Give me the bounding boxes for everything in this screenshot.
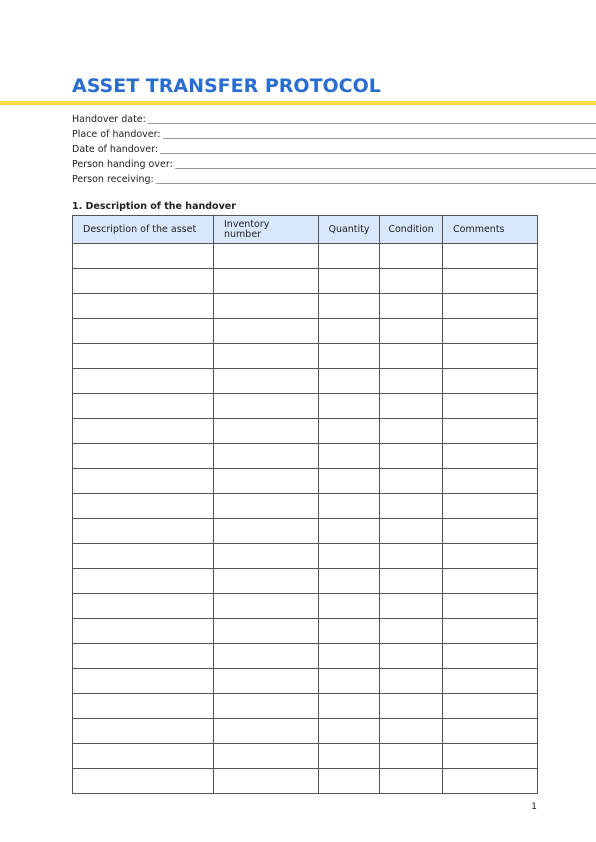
document-title: ASSET TRANSFER PROTOCOL <box>72 75 381 97</box>
table-cell[interactable] <box>214 619 319 644</box>
table-cell[interactable] <box>319 319 380 344</box>
table-row <box>73 519 538 544</box>
table-cell[interactable] <box>319 419 380 444</box>
field-date-of-handover <box>72 141 596 156</box>
table-cell[interactable] <box>380 469 443 494</box>
table-row <box>73 644 538 669</box>
table-row <box>73 394 538 419</box>
table-cell[interactable] <box>443 694 538 719</box>
table-row <box>73 744 538 769</box>
table-cell[interactable] <box>214 419 319 444</box>
table-cell[interactable] <box>443 494 538 519</box>
table-cell[interactable] <box>73 419 214 444</box>
table-cell[interactable] <box>443 269 538 294</box>
table-cell[interactable] <box>443 344 538 369</box>
field-person-handing-over <box>72 156 596 171</box>
table-cell[interactable] <box>73 269 214 294</box>
handover-table <box>72 215 538 794</box>
table-row <box>73 319 538 344</box>
table-cell[interactable] <box>73 744 214 769</box>
table-cell[interactable] <box>380 294 443 319</box>
field-person-receiving <box>72 171 596 186</box>
table-cell[interactable] <box>214 644 319 669</box>
table-cell[interactable] <box>73 544 214 569</box>
table-header-row <box>73 216 538 244</box>
table-cell[interactable] <box>73 519 214 544</box>
table-row <box>73 419 538 444</box>
table-cell[interactable] <box>319 444 380 469</box>
table-cell[interactable] <box>380 519 443 544</box>
table-cell[interactable] <box>214 494 319 519</box>
table-cell[interactable] <box>443 719 538 744</box>
table-cell[interactable] <box>214 669 319 694</box>
table-cell[interactable] <box>73 769 214 794</box>
table-cell[interactable] <box>214 319 319 344</box>
table-cell[interactable] <box>73 444 214 469</box>
table-cell[interactable] <box>214 244 319 269</box>
table-cell[interactable] <box>380 619 443 644</box>
column-header-quantity: Quantity <box>319 216 380 244</box>
table-cell[interactable] <box>380 494 443 519</box>
table-row <box>73 694 538 719</box>
table-row <box>73 619 538 644</box>
table-cell[interactable] <box>73 319 214 344</box>
table-cell[interactable] <box>214 394 319 419</box>
field-label: Person receiving: <box>72 174 154 185</box>
table-cell[interactable] <box>73 569 214 594</box>
table-cell[interactable] <box>73 294 214 319</box>
table-cell[interactable] <box>380 319 443 344</box>
table-cell[interactable] <box>380 694 443 719</box>
table-cell[interactable] <box>443 244 538 269</box>
table-cell[interactable] <box>380 719 443 744</box>
column-header-comments: Comments <box>443 216 538 244</box>
table-cell[interactable] <box>214 569 319 594</box>
column-header-condition: Condition <box>380 216 443 244</box>
table-cell[interactable] <box>73 619 214 644</box>
table-cell[interactable] <box>380 419 443 444</box>
table-cell[interactable] <box>73 244 214 269</box>
title-underline <box>0 101 596 105</box>
table-cell[interactable] <box>319 569 380 594</box>
table-row <box>73 769 538 794</box>
table-row <box>73 719 538 744</box>
table-row <box>73 294 538 319</box>
table-cell[interactable] <box>214 719 319 744</box>
table-cell[interactable] <box>380 569 443 594</box>
table-row <box>73 544 538 569</box>
table-row <box>73 369 538 394</box>
table-row <box>73 494 538 519</box>
table-cell[interactable] <box>380 544 443 569</box>
table-cell[interactable] <box>73 494 214 519</box>
table-cell[interactable] <box>319 669 380 694</box>
table-cell[interactable] <box>319 594 380 619</box>
table-cell[interactable] <box>380 244 443 269</box>
table-cell[interactable] <box>73 694 214 719</box>
table-cell[interactable] <box>380 269 443 294</box>
table-row <box>73 469 538 494</box>
field-handover-date <box>72 111 596 126</box>
table-cell[interactable] <box>443 419 538 444</box>
table-cell[interactable] <box>214 519 319 544</box>
table-cell[interactable] <box>443 394 538 419</box>
table-cell[interactable] <box>380 669 443 694</box>
table-cell[interactable] <box>73 369 214 394</box>
table-cell[interactable] <box>380 744 443 769</box>
column-header-inventory-number: Inventory number <box>214 216 319 244</box>
table-cell[interactable] <box>319 644 380 669</box>
table-row <box>73 244 538 269</box>
table-cell[interactable] <box>319 294 380 319</box>
table-cell[interactable] <box>380 769 443 794</box>
table-cell[interactable] <box>443 594 538 619</box>
page-number: 1 <box>531 802 537 812</box>
table-cell[interactable] <box>73 719 214 744</box>
table-cell[interactable] <box>319 744 380 769</box>
table-cell[interactable] <box>319 769 380 794</box>
table-cell[interactable] <box>319 519 380 544</box>
table-cell[interactable] <box>380 444 443 469</box>
table-cell[interactable] <box>214 694 319 719</box>
table-cell[interactable] <box>443 669 538 694</box>
person-handing-over-line[interactable] <box>175 167 596 169</box>
table-cell[interactable] <box>319 494 380 519</box>
table-cell[interactable] <box>443 569 538 594</box>
table-cell[interactable] <box>319 694 380 719</box>
table-cell[interactable] <box>319 244 380 269</box>
table-cell[interactable] <box>319 394 380 419</box>
table-row <box>73 344 538 369</box>
table-cell[interactable] <box>443 544 538 569</box>
table-cell[interactable] <box>380 369 443 394</box>
table-cell[interactable] <box>319 469 380 494</box>
person-receiving-line[interactable] <box>156 182 596 184</box>
field-label: Person handing over: <box>72 159 173 170</box>
table-cell[interactable] <box>443 519 538 544</box>
table-row <box>73 669 538 694</box>
table-row <box>73 444 538 469</box>
table-cell[interactable] <box>214 594 319 619</box>
table-cell[interactable] <box>73 394 214 419</box>
handover-date-line[interactable] <box>148 122 596 124</box>
table-cell[interactable] <box>214 369 319 394</box>
table-cell[interactable] <box>380 344 443 369</box>
table-cell[interactable] <box>443 319 538 344</box>
table-cell[interactable] <box>319 544 380 569</box>
table-cell[interactable] <box>443 619 538 644</box>
table-cell[interactable] <box>319 369 380 394</box>
date-of-handover-line[interactable] <box>160 152 596 154</box>
table-cell[interactable] <box>443 294 538 319</box>
table-body <box>73 244 538 794</box>
table-cell[interactable] <box>380 394 443 419</box>
section-title: 1. Description of the handover <box>72 201 236 212</box>
table-cell[interactable] <box>380 644 443 669</box>
field-label: Handover date: <box>72 114 146 125</box>
table-cell[interactable] <box>319 619 380 644</box>
table-cell[interactable] <box>319 719 380 744</box>
table-cell[interactable] <box>214 344 319 369</box>
table-cell[interactable] <box>443 744 538 769</box>
column-header-description: Description of the asset <box>73 216 214 244</box>
table-cell[interactable] <box>73 344 214 369</box>
table-cell[interactable] <box>319 344 380 369</box>
handover-fields <box>72 111 596 186</box>
table-cell[interactable] <box>214 444 319 469</box>
table-cell[interactable] <box>73 669 214 694</box>
table-cell[interactable] <box>73 469 214 494</box>
table-cell[interactable] <box>380 594 443 619</box>
table-cell[interactable] <box>443 769 538 794</box>
place-of-handover-line[interactable] <box>163 137 596 139</box>
table-cell[interactable] <box>443 644 538 669</box>
field-label: Date of handover: <box>72 144 159 155</box>
table-cell[interactable] <box>214 769 319 794</box>
table-cell[interactable] <box>214 744 319 769</box>
table-row <box>73 569 538 594</box>
field-label: Place of handover: <box>72 129 161 140</box>
table-cell[interactable] <box>319 269 380 294</box>
field-place-of-handover <box>72 126 596 141</box>
table-cell[interactable] <box>443 444 538 469</box>
table-cell[interactable] <box>214 469 319 494</box>
table-row <box>73 594 538 619</box>
table-cell[interactable] <box>443 369 538 394</box>
table-cell[interactable] <box>73 594 214 619</box>
table-row <box>73 269 538 294</box>
table-cell[interactable] <box>214 269 319 294</box>
table-cell[interactable] <box>73 644 214 669</box>
table-cell[interactable] <box>214 294 319 319</box>
table-cell[interactable] <box>214 544 319 569</box>
table-cell[interactable] <box>443 469 538 494</box>
